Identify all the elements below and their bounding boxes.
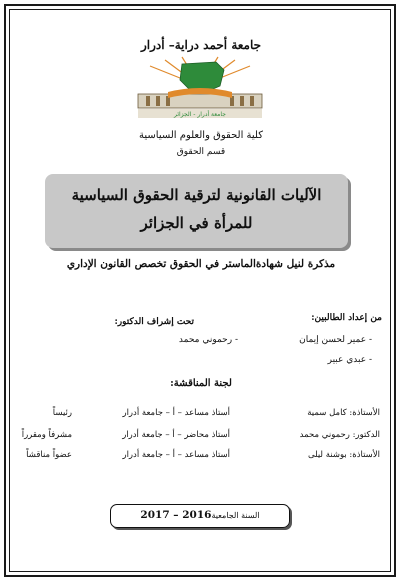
committee-row <box>0 430 402 444</box>
faculty-name: كلية الحقوق والعلوم السياسية <box>139 130 263 141</box>
logo-caption: جامعة أدرار - الجزائر <box>174 111 226 118</box>
committee-member-role: مشرفاً ومقرراً <box>21 430 72 440</box>
committee-member-rank: أستاذ مساعد – أ – جامعة أدرار <box>122 450 230 460</box>
committee-member-rank: أستاذ محاضر – أ – جامعة أدرار <box>122 430 230 440</box>
student-name-2: - عبدي عبير <box>327 355 372 365</box>
committee-member-role: رئيساً <box>52 408 72 418</box>
thesis-title-line-1: الآليات القانونية لترقية الحقوق السياسية <box>71 186 322 204</box>
memo-statement: مذكرة لنيل شهادةالماستر في الحقوق تخصص القانون الإداري <box>66 258 336 270</box>
university-logo <box>120 56 280 126</box>
academic-year-label: السنة الجامعية <box>211 511 260 520</box>
committee-row <box>0 450 402 464</box>
committee-member-name: الأستاذة: كامل سمية <box>307 408 380 418</box>
committee-member-name: الدكتور: رحموني محمد <box>299 430 380 440</box>
committee-member-rank: أستاذ مساعد – أ – جامعة أدرار <box>122 408 230 418</box>
committee-title: لجنة المناقشة: <box>170 378 232 389</box>
supervisor-name: - رحموني محمد <box>178 335 238 345</box>
academic-year-box <box>110 504 290 528</box>
committee-member-name: الأستاذة: بوشنة ليلى <box>307 450 380 460</box>
university-name: جامعة أحمد دراية– أدرار <box>140 38 262 52</box>
thesis-title-line-2: للمرأة في الجزائر <box>140 214 253 232</box>
department-name: قسم الحقوق <box>176 147 226 157</box>
committee-row <box>0 408 402 422</box>
students-label: من إعداد الطالبين: <box>311 313 382 323</box>
academic-year-value: 2016 – 2017 <box>140 509 212 521</box>
supervisor-label: تحت إشراف الدكتور: <box>114 317 194 327</box>
student-name-1: - عمير لحسن إيمان <box>299 335 372 345</box>
committee-member-role: عضواً مناقشاً <box>26 450 72 460</box>
